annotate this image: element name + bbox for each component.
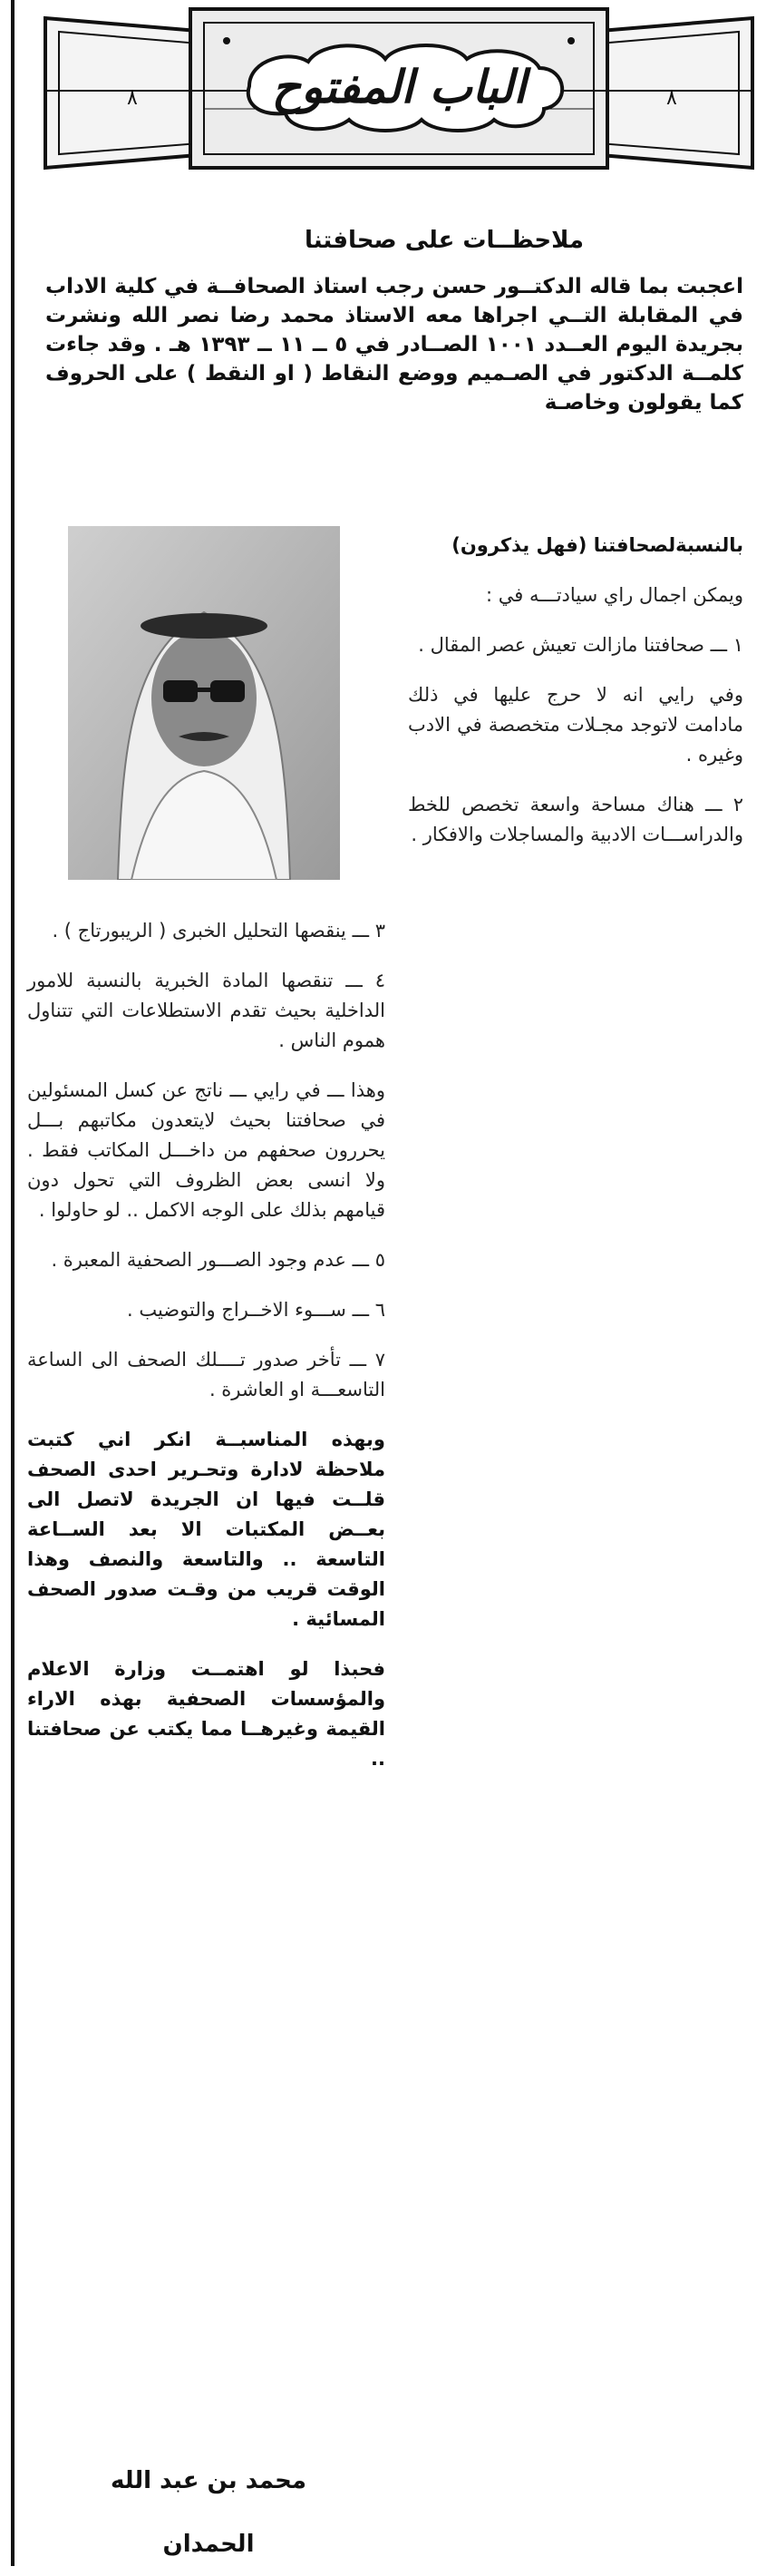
author-photo-image xyxy=(68,526,340,880)
paragraph: ٢ ـــ هناك مساحة واسعة تخصص للخط والدراســـات الادبية والمساجلات والافكار . xyxy=(408,794,743,845)
column-subhead: بالنسبةلصحافتنا (فهل يذكرون) xyxy=(451,534,743,556)
paragraph: وفي رايي انه لا حرج عليها في ذلك مادامت لاتوجد مجـلات متخصصة في الادب وغيره . xyxy=(408,684,743,766)
signature-family-name: الحمدان xyxy=(162,2531,255,2558)
signature-name: محمد بن عبد الله xyxy=(110,2467,307,2494)
article-headline: ملاحظــات على صحافتنا xyxy=(305,227,584,254)
paragraph: ٤ ـــ تنقصها المادة الخبرية بالنسبة للامور الداخلية بحيث تقدم الاستطلاعات التي تتناول هموم الناس . xyxy=(27,970,385,1051)
paragraph-bold: وبهذه المناسبــة انكر اني كتبت ملاحظة لادارة وتحـرير احدى الصحف قلــت فيها ان الجريدة لاتصل الى بعــض المكتبات الا بعد الســاعة التاسعة .. والتاسعة والنصف وهذا الوقت قريب من وقـت صدور الصحف المسائية . xyxy=(27,1429,385,1630)
banner-title: الباب المفتوح xyxy=(271,59,527,113)
svg-text:٨: ٨ xyxy=(127,87,138,110)
paragraph: ١ ـــ صحافتنا مازالت تعيش عصر المقال . xyxy=(418,634,743,656)
intro-paragraph: اعجبت بما قاله الدكتــور حسن رجب استاذ الصحافــة في كلية الاداب في المقابلة التــي اجراها معه الاستاذ محمد رضا نصر الله ونشرت بجريدة اليوم العــدد ١٠٠١ الصــادر في ٥ ــ ١١ ــ ١٣٩٣ هـ . وقد جاءت كلمــة الدكتور في الصـميم ووضع النقاط ( او النقط ) على الحروف كما يقولون وخاصـة xyxy=(45,275,743,415)
article-column-right xyxy=(408,531,743,870)
paragraph: ٦ ـــ ســـوء الاخــراج والتوضيب . xyxy=(127,1299,385,1321)
paragraph: ٥ ـــ عدم وجود الصـــور الصحفية المعبرة . xyxy=(51,1249,385,1271)
paragraph: وهذا ـــ في رايي ـــ ناتج عن كسل المسئولين في صحافتنا بحيث لايتعدون مكاتبهم بـــل يحررون صحفهم من داخـــل المكاتب فقط . ولا انسى بعض الظروف التي تحول دون قيامهم بذلك على الوجه الاكمل .. لو حاولوا . xyxy=(27,1079,385,1221)
paragraph-bold: فحبذا لو اهتمــت وزارة الاعلام والمؤسسات الصحفية بهذه الاراء القيمة وغيرهــا مما يكتب عن صحافتنا .. xyxy=(27,1658,385,1770)
svg-text:٨: ٨ xyxy=(666,87,677,110)
paragraph: ويمكن اجمال راي سيادتـــه في : xyxy=(486,584,743,606)
paragraph: ٧ ـــ تأخر صدور تــــلك الصحف الى الساعة التاسعـــة او العاشرة . xyxy=(27,1349,385,1400)
page-border-line xyxy=(11,0,15,2566)
article-intro xyxy=(45,272,743,417)
author-signature xyxy=(73,2449,344,2576)
article-column-left xyxy=(27,916,385,1794)
author-photo xyxy=(68,526,340,880)
paragraph: ٣ ـــ ينقصها التحليل الخبرى ( الريبورتاج ) . xyxy=(52,920,385,942)
section-banner xyxy=(36,0,761,200)
